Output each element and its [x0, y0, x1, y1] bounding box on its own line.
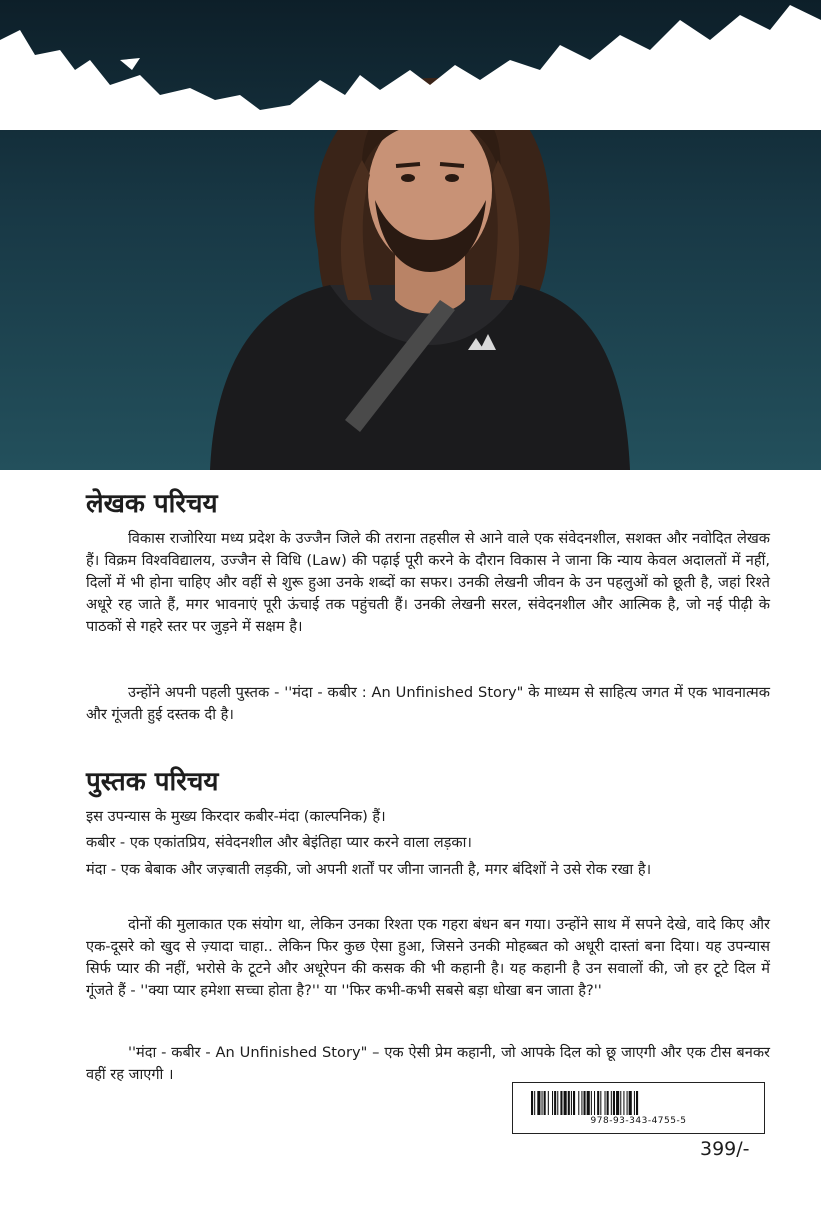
barcode-bars	[531, 1091, 746, 1115]
closing-paragraph: ''मंदा - कबीर - An Unfinished Story" – एक ऐसी प्रेम कहानी, जो आपके दिल को छू जाएगी और एक टीस बनकर वहीं रह जाएगी ।	[86, 1044, 770, 1083]
first-book-paragraph: उन्होंने अपनी पहली पुस्तक - ''मंदा - कबीर : An Unfinished Story" के माध्यम से साहित्य जगत में एक भावनात्मक और गूंजती हुई दस्तक दी है।	[86, 684, 770, 723]
isbn-number: 978-93-343-4755-5	[590, 1116, 687, 1126]
price-label: 399/-	[700, 1138, 750, 1160]
torn-paper-edge	[0, 0, 821, 130]
isbn-barcode	[512, 1082, 765, 1134]
author-bio-paragraph: विकास राजोरिया मध्य प्रदेश के उज्जैन जिले की तराना तहसील से आने वाले एक संवेदनशील, सशक्त और नवोदित लेखक हैं। विक्रम विश्वविद्यालय, उज्जैन से विधि (Law) की पढ़ाई पूरी करने के दौरान विकास ने जाना कि न्याय केवल अदालतों में नहीं, दिलों में भी होना चाहिए और वहीं से शुरू हुआ उनके शब्दों का सफर। उनकी लेखनी जीवन के उन पहलुओं को छूती है, जहां रिश्ते अधूरे रह जाते हैं, मगर भावनाएं पूरी ऊंचाई तक पहुंचती हैं। उनकी लेखनी सरल, संवेदनशील और आत्मिक है, जो नई पीढ़ी के पाठकों से गहरे स्तर पर जुड़ने में सक्षम है।	[86, 530, 770, 635]
manda-description: मंदा - एक बेबाक और जज़्बाती लड़की, जो अपनी शर्तों पर जीना जानती है, मगर बंदिशों ने उसे रोक रखा है।	[86, 861, 652, 878]
author-intro-heading: लेखक परिचय	[86, 489, 218, 519]
kabir-description: कबीर - एक एकांतप्रिय, संवेदनशील और बेइंतिहा प्यार करने वाला लड़का।	[86, 834, 472, 851]
book-intro-heading: पुस्तक परिचय	[86, 767, 219, 797]
book-characters-line: इस उपन्यास के मुख्य किरदार कबीर-मंदा (काल्पनिक) हैं।	[86, 808, 386, 825]
author-photo-banner	[0, 0, 821, 470]
story-summary-paragraph: दोनों की मुलाकात एक संयोग था, लेकिन उनका रिश्ता एक गहरा बंधन बन गया। उन्होंने साथ में सपने देखे, वादे किए और एक-दूसरे को खुद से ज़्यादा चाहा.. लेकिन फिर कुछ ऐसा हुआ, जिसने उनकी मोहब्बत को अधूरी दास्तां बना दिया। यह उपन्यास सिर्फ प्यार की नहीं, भरोसे के टूटने और अधूरेपन की कसक की भी कहानी है। यह कहानी है उन सवालों की, जो हर टूटे दिल में गूंजते हैं - ''क्या प्यार हमेशा सच्चा होता है?'' या ''फिर कभी-कभी सबसे बड़ा धोखा बन जाता है?''	[86, 916, 770, 999]
